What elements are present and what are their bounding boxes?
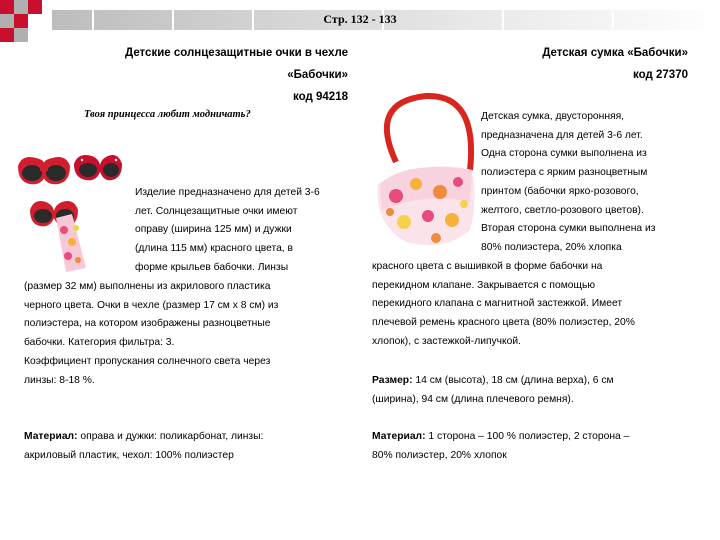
text-line: бабочки. Категория фильтра: 3. (24, 337, 175, 349)
text-line: лет. Солнцезащитные очки имеют (135, 205, 298, 217)
text-line: оправу (ширина 125 мм) и дужки (135, 224, 292, 236)
text-line: (длина 115 мм) красного цвета, в (135, 243, 293, 255)
text-line: Детская сумка, двусторонняя, (481, 111, 625, 122)
title-line: код 94218 (293, 91, 348, 103)
bag-image (366, 92, 481, 257)
material-value: 1 сторона – 100 % полиэстер, 2 сторона – (425, 431, 630, 442)
size-value: 14 см (высота), 18 см (длина верха), 6 см (412, 375, 614, 386)
glasses-material (24, 428, 263, 465)
size-value: (ширина), 94 см (длина плечевого ремня). (372, 393, 574, 405)
material-label: Материал: (372, 431, 426, 442)
material-value: акриловый пластик, чехол: 100% полиэстер (24, 449, 234, 461)
text-line: Одна сторона сумки выполнена из (481, 148, 647, 160)
material-value: оправа и дужки: поликарбонат, линзы: (77, 431, 264, 442)
glasses-title (60, 42, 348, 108)
bag-size (372, 372, 614, 409)
text-line: принтом (бабочки ярко-розового, (481, 185, 639, 197)
material-label: Материал: (24, 431, 78, 442)
slogan: Твоя принцесса любит модничать? (84, 109, 251, 120)
red-square (0, 28, 14, 42)
text-line: линзы: 8-18 %. (24, 374, 95, 386)
title-line: «Бабочки» (287, 69, 348, 81)
text-line: хлопок), с застежкой-липучкой. (372, 335, 521, 347)
bag-title (400, 42, 688, 86)
text-line: Изделие предназначено для детей 3-6 (135, 187, 320, 198)
text-line: 80% полиэстера, 20% хлопка (481, 241, 622, 253)
text-line: черного цвета. Очки в чехле (размер 17 см х 8 см) из (24, 299, 279, 311)
page-label: Стр. 132 - 133 (323, 12, 397, 26)
bag-material (372, 428, 629, 465)
text-line: предназначена для детей 3-6 лет. (481, 129, 643, 141)
bag-description-indented (481, 108, 655, 258)
text-line: перекидного клапана с магнитной застежкой. Имеет (372, 298, 623, 310)
bag-description (372, 258, 635, 352)
text-line: красного цвета с вышивкой в форме бабочки на (372, 261, 603, 272)
text-line: перекидном клапане. Закрывается с помощью (372, 279, 596, 291)
title-line: код 27370 (633, 69, 688, 81)
sunglasses-image (12, 152, 124, 272)
text-line: полиэстера, на котором изображены разноцветные (24, 318, 271, 330)
text-line: форме крыльев бабочки. Линзы (135, 261, 289, 273)
text-line: полиэстера с ярким разноцветным (481, 167, 648, 179)
glasses-description (24, 278, 278, 390)
text-line: желтого, светло-розового цветов). (481, 204, 644, 216)
glasses-description-indented (135, 184, 320, 278)
title-line: Детская сумка «Бабочки» (542, 47, 688, 59)
text-line: (размер 32 мм) выполнены из акрилового пластика (24, 281, 271, 292)
size-label: Размер: (372, 375, 413, 386)
text-line: Вторая сторона сумки выполнена из (481, 223, 656, 235)
text-line: Коэффициент пропускания солнечного света через (24, 355, 271, 367)
title-line: Детские солнцезащитные очки в чехле (124, 47, 348, 59)
text-line: плечевой ремень красного цвета (80% полиэстер, 20% (372, 317, 635, 329)
gray-square (14, 28, 28, 42)
material-value: 80% полиэстер, 20% хлопок (372, 449, 507, 461)
